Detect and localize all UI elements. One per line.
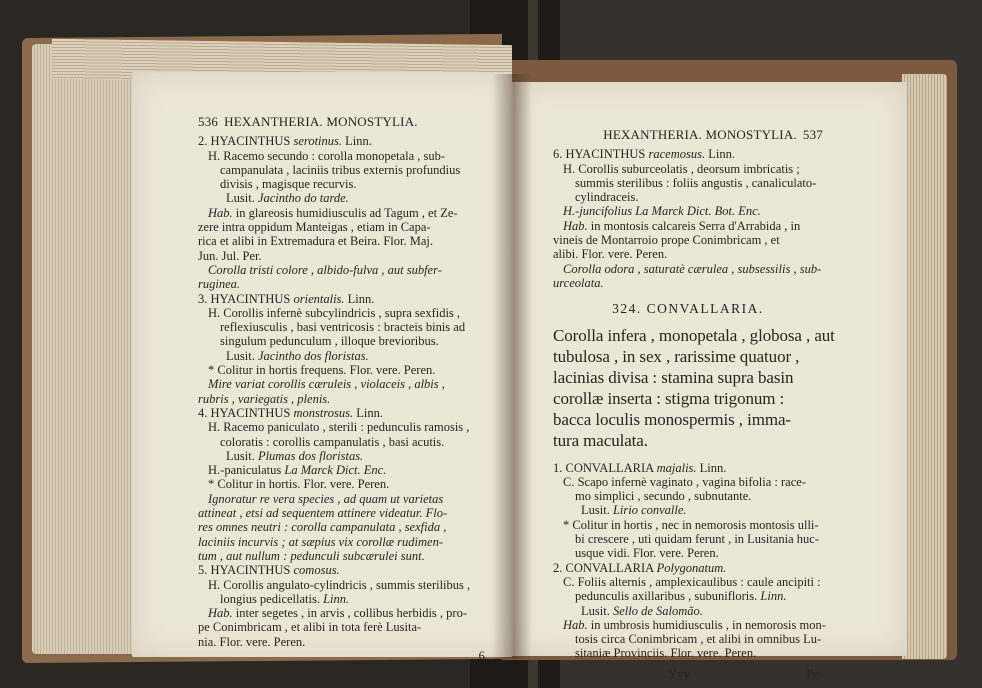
text-line	[198, 606, 488, 620]
text-italic: Polygonatum.	[656, 560, 727, 575]
text-line	[198, 392, 488, 406]
text-line	[553, 532, 823, 546]
text-roman: C. Scapo infernè vaginato , vagina bifolia : race-	[563, 474, 806, 489]
right-running-head	[553, 128, 823, 142]
text-line	[198, 263, 488, 277]
text-roman: campanulata , laciniis tribus externis profundius	[220, 162, 461, 177]
text-line	[198, 477, 488, 491]
text-roman: * Colitur in hortis frequens. Flor. vere. Peren.	[208, 363, 436, 378]
text-italic: Hab.	[563, 218, 588, 233]
text-line	[553, 604, 823, 618]
text-italic: res omnes neutri : corolla campanulata , sexfida ,	[198, 520, 447, 535]
text-suffix: in montosis calcareis Serra d'Arrabida , in	[587, 218, 801, 233]
text-line	[553, 190, 823, 204]
text-roman: Lusit.	[581, 603, 613, 618]
text-roman: * Colitur in hortis , nec in nemorosis montosis ulli-	[563, 517, 819, 532]
text-roman: 4. HYACINTHUS	[198, 405, 294, 420]
text-italic: Jacintho dos floristas.	[257, 348, 369, 363]
text-roman: Lusit.	[226, 348, 258, 363]
text-line	[198, 377, 488, 391]
text-roman: pedunculis axillaribus , subunifloris.	[575, 589, 761, 604]
text-line	[553, 575, 823, 589]
text-line	[198, 535, 488, 549]
text-line	[198, 320, 488, 334]
text-italic: Hab.	[563, 617, 588, 632]
text-line	[198, 449, 488, 463]
text-line	[553, 247, 823, 261]
text-line	[198, 177, 488, 191]
text-line	[553, 219, 823, 233]
left-running-title: HEXANTHERIA. MONOSTYLIA.	[224, 114, 418, 129]
text-roman: * Colitur in hortis. Flor. vere. Peren.	[208, 477, 390, 492]
left-page-edges	[32, 44, 132, 654]
text-roman: pe Conimbricam , et alibi in tota ferè Lusita-	[198, 620, 422, 635]
text-line	[198, 549, 488, 563]
text-line	[198, 134, 488, 148]
text-line	[553, 204, 823, 218]
text-roman: alibi. Flor. vere. Peren.	[553, 247, 668, 262]
text-italic: majalis.	[656, 460, 697, 475]
genus-heading: 324. CONVALLARIA.	[612, 301, 764, 317]
text-italic: ruginea.	[198, 277, 241, 292]
text-roman: 6. HYACINTHUS	[553, 147, 649, 162]
left-body	[198, 134, 488, 649]
text-line	[553, 632, 823, 646]
text-italic: Hab.	[208, 205, 233, 220]
text-line	[553, 589, 823, 603]
text-roman: bi crescere , uti quidam ferunt , in Lusitania huc-	[575, 532, 820, 547]
text-line	[198, 349, 488, 363]
text-line	[198, 563, 488, 577]
text-line	[553, 503, 823, 517]
text-italic: Linn.	[323, 591, 350, 606]
text-italic: Mire variat corollis cæruleis , violaceis , albis ,	[208, 377, 445, 392]
text-line	[198, 492, 488, 506]
text-italic: comosus.	[293, 563, 340, 578]
text-line	[198, 635, 488, 649]
text-line	[553, 617, 826, 632]
text-line	[198, 406, 488, 420]
text-roman: H. Racemo secundo : corolla monopetala , sub-	[208, 148, 446, 163]
text-roman: H. Corollis infernè subcylindricis , supra sexfidis ,	[208, 305, 461, 320]
text-line	[198, 249, 488, 263]
text-suffix: in glareosis humidiusculis ad Tagum , et Ze-	[232, 205, 458, 220]
text-italic: H.-juncifolius La Marck Dict. Bot. Enc.	[563, 204, 761, 219]
right-catchword: Pe-	[806, 666, 823, 681]
right-running-title: HEXANTHERIA. MONOSTYLIA.	[603, 127, 797, 142]
text-roman: rica et alibi in Extremadura et Beira. Flor. Maj.	[198, 234, 433, 249]
text-italic: rubris , variegatis , plenis.	[198, 391, 331, 406]
right-page-text	[553, 127, 835, 681]
text-line	[198, 363, 488, 377]
right-page-edges	[902, 74, 947, 659]
text-roman: 2. HYACINTHUS	[198, 134, 294, 149]
text-line	[198, 292, 488, 306]
text-italic: Linn.	[760, 589, 787, 604]
text-line	[553, 176, 823, 190]
text-italic: Jacintho do tarde.	[257, 191, 349, 206]
left-running-head	[198, 115, 488, 129]
text-line	[198, 435, 488, 449]
text-suffix: Linn.	[353, 405, 383, 420]
text-line	[198, 420, 488, 434]
genus-description-line: corollæ inserta : stigma trigonum :	[553, 388, 785, 408]
text-italic: Plumas dos floristas.	[257, 448, 364, 463]
text-roman: singulum pedunculum , illoque brevioribus.	[220, 334, 439, 349]
text-suffix: Linn.	[696, 460, 727, 475]
genus-description-line: bacca loculis monospermis , imma-	[553, 409, 791, 429]
text-roman: tosis circa Conimbricam , et alibi in omnibus Lu-	[575, 632, 822, 647]
text-line	[553, 518, 823, 532]
genus-description	[553, 325, 835, 451]
text-italic: Hab.	[208, 606, 233, 621]
genus-description-line: tura maculata.	[553, 430, 648, 450]
text-italic: attineat , etsi ad sequentem attinere videatur. Flo-	[198, 506, 448, 521]
text-italic: monstrosus.	[293, 405, 354, 420]
text-line	[198, 506, 488, 520]
text-line	[198, 592, 488, 606]
text-roman: nia. Flor. vere. Peren.	[198, 634, 306, 649]
text-italic: racemosus.	[648, 147, 706, 162]
text-line	[553, 475, 823, 489]
text-line	[198, 234, 488, 248]
text-roman: cylindraceis.	[575, 190, 639, 205]
text-italic: Sello de Salomão.	[612, 603, 703, 618]
text-suffix: in umbrosis humidiusculis , in nemorosis mon-	[587, 617, 826, 632]
text-roman: 2. CONVALLARIA	[553, 560, 657, 575]
left-page-number: 536	[198, 114, 219, 129]
text-roman: mo simplici , secundo , subnutante.	[575, 489, 752, 504]
text-suffix: Linn.	[344, 291, 375, 306]
text-roman: sitaniæ Provinciis. Flor. vere. Peren.	[575, 646, 757, 661]
text-roman: H. Racemo paniculato , sterili : pedunculis ramosis ,	[208, 420, 470, 435]
text-roman: C. Foliis alternis , amplexicaulibus : caule ancipiti :	[563, 574, 821, 589]
text-line	[553, 461, 823, 475]
text-line	[198, 149, 488, 163]
text-italic: orientalis.	[293, 291, 345, 306]
text-italic: laciniis incurvis ; at sæpius vix corollæ rudimen-	[198, 534, 444, 549]
text-line	[198, 277, 488, 291]
left-catchword: 6.	[478, 648, 488, 663]
text-line	[198, 220, 488, 234]
text-line	[198, 463, 488, 477]
genus-description-line: lacinias divisa : stamina supra basin	[553, 367, 794, 387]
text-roman: 5. HYACINTHUS	[198, 563, 294, 578]
text-italic: urceolata.	[553, 275, 604, 290]
text-line	[553, 233, 823, 247]
text-line	[198, 163, 488, 177]
gutter	[492, 74, 532, 659]
text-line	[553, 489, 823, 503]
right-body-top	[553, 147, 823, 290]
text-roman: 1. CONVALLARIA	[553, 460, 657, 475]
text-line	[553, 646, 823, 660]
text-suffix: inter segetes , in arvis , collibus herbidis , pro-	[232, 606, 467, 621]
right-page-number: 537	[802, 127, 823, 142]
text-roman: reflexiusculis , basi ventricosis : bracteis binis ad	[220, 320, 466, 335]
text-line	[553, 262, 823, 276]
genus-description-line: Corolla infera , monopetala , globosa , aut	[553, 325, 835, 345]
text-italic: Ignoratur re vera species , ad quam ut varietas	[208, 491, 444, 506]
text-line	[198, 206, 488, 220]
text-roman: H. Corollis angulato-cylindricis , summis sterilibus ,	[208, 577, 471, 592]
text-line	[553, 147, 823, 161]
text-roman: 3. HYACINTHUS	[198, 291, 294, 306]
text-italic: tum , aut nullum : pedunculi subcærulei sunt.	[198, 548, 425, 563]
text-line	[198, 334, 488, 348]
text-roman: zere intra oppidum Manteigas , etiam in Capa-	[198, 220, 431, 235]
text-roman: Jun. Jul. Per.	[198, 248, 262, 263]
text-roman: H.-paniculatus	[208, 463, 285, 478]
right-footer	[553, 667, 823, 681]
signature-mark: Yyy	[668, 666, 690, 681]
text-roman: summis sterilibus : foliis angustis , canaliculato-	[575, 175, 817, 190]
text-line	[553, 276, 823, 290]
left-page-text	[198, 115, 488, 663]
text-italic: Lirio convalle.	[612, 503, 687, 518]
text-italic: Corolla tristi colore , albido-fulva , aut subfer-	[208, 262, 442, 277]
text-roman: H. Corollis suburceolatis , deorsum imbricatis ;	[563, 161, 800, 176]
text-italic: Corolla odora , saturatè cærulea , subsessilis , sub-	[563, 261, 822, 276]
text-italic: La Marck Dict. Enc.	[284, 463, 387, 478]
text-suffix: Linn.	[705, 147, 735, 162]
genus-description-line: tubulosa , in sex , rarissime quatuor ,	[553, 346, 800, 366]
text-roman: usque vidi. Flor. vere. Peren.	[575, 546, 719, 561]
text-suffix: Linn.	[342, 134, 372, 149]
right-body-bottom	[553, 460, 826, 661]
text-line	[553, 162, 823, 176]
text-line	[198, 620, 488, 634]
text-roman: longius pedicellatis.	[220, 591, 324, 606]
text-line	[198, 578, 488, 592]
text-line	[553, 561, 823, 575]
text-roman: Lusit.	[581, 503, 613, 518]
text-roman: Lusit.	[226, 191, 258, 206]
text-line	[198, 306, 488, 320]
text-line	[198, 520, 488, 534]
text-roman: coloratis : corollis campanulatis , basi acutis.	[220, 434, 445, 449]
text-roman: Lusit.	[226, 448, 258, 463]
text-line	[198, 191, 488, 205]
text-roman: vineis de Montarroio prope Conimbricam , et	[553, 233, 780, 248]
text-roman: divisis , magisque recurvis.	[220, 177, 357, 192]
text-italic: serotinus.	[293, 134, 342, 149]
text-line	[553, 546, 823, 560]
